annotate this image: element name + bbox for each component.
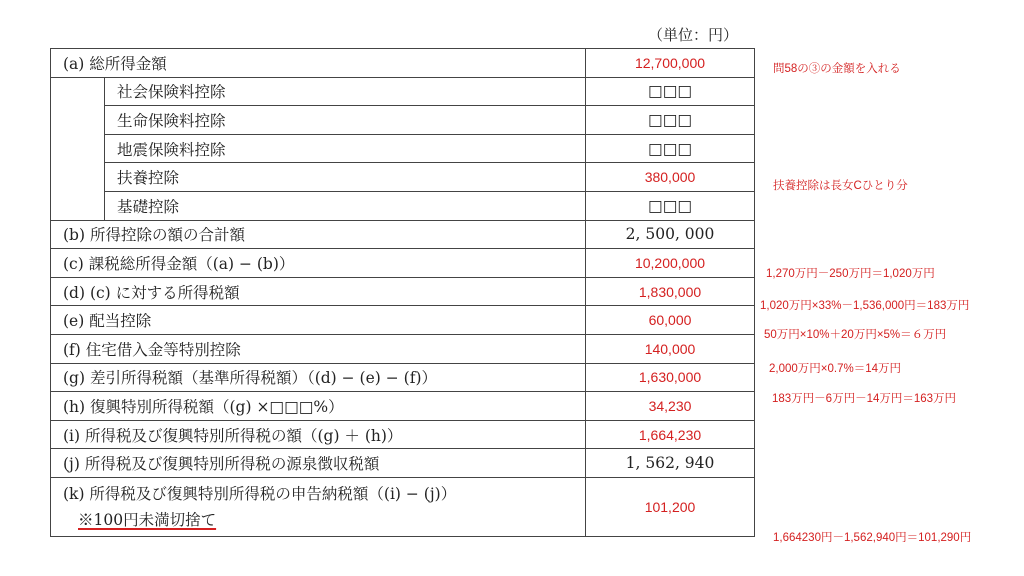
row-g-amount: 1,630,000	[586, 363, 755, 392]
row-d-amount: 1,830,000	[586, 277, 755, 306]
row-i-amount: 1,664,230	[586, 420, 755, 449]
unit-label: （単位：円）	[648, 26, 739, 44]
row-a-label: (a) 総所得金額	[51, 49, 586, 78]
row-e-amount: 60,000	[586, 306, 755, 335]
row-jishin	[51, 134, 755, 163]
row-j	[51, 449, 755, 478]
row-a-amount: 12,700,000	[586, 49, 755, 78]
note-g: 183万円－6万円－14万円＝163万円	[772, 393, 957, 405]
row-b	[51, 220, 755, 249]
row-e	[51, 306, 755, 335]
indent-spacer	[51, 191, 105, 220]
row-fuyou	[51, 163, 755, 192]
row-fuyou-amount: 380,000	[586, 163, 755, 192]
row-e-label: (e) 配当控除	[51, 306, 586, 335]
note-c: 1,270万円－250万円＝1,020万円	[766, 268, 935, 280]
note-e: 50万円×10%＋20万円×5%＝６万円	[764, 329, 947, 341]
note-d: 1,020万円×33%－1,536,000円＝183万円	[760, 300, 970, 312]
row-kiso	[51, 191, 755, 220]
row-d-label: (d) (c) に対する所得税額	[51, 277, 586, 306]
indent-spacer	[51, 77, 105, 106]
note-k: 1,664230円－1,562,940円＝101,290円	[773, 532, 972, 544]
row-j-label: (j) 所得税及び復興特別所得税の源泉徴収税額	[51, 449, 586, 478]
row-g-label: (g) 差引所得税額（基準所得税額）（(d) − (e) − (f)）	[51, 363, 586, 392]
row-jishin-amount: □□□	[586, 134, 755, 163]
row-seimei-amount: □□□	[586, 106, 755, 135]
row-f	[51, 334, 755, 363]
rounding-note: ※100円未満切捨て	[78, 510, 217, 529]
row-i	[51, 420, 755, 449]
note-f: 2,000万円×0.7%＝14万円	[769, 363, 901, 375]
indent-spacer	[51, 163, 105, 192]
row-seimei	[51, 106, 755, 135]
row-h	[51, 392, 755, 421]
row-a	[51, 49, 755, 78]
row-shakai-label: 社会保険料控除	[105, 77, 586, 106]
indent-spacer	[51, 134, 105, 163]
row-b-label: (b) 所得控除の額の合計額	[51, 220, 586, 249]
row-k	[51, 477, 755, 536]
row-k-label: (k) 所得税及び復興特別所得税の申告納税額（(i) − (j)）	[63, 484, 457, 503]
row-seimei-label: 生命保険料控除	[105, 106, 586, 135]
row-f-label: (f) 住宅借入金等特別控除	[51, 334, 586, 363]
row-b-amount: 2, 500, 000	[586, 220, 755, 249]
row-k-label-cell	[51, 477, 586, 536]
indent-spacer	[51, 106, 105, 135]
row-c-label: (c) 課税総所得金額（(a) − (b)）	[51, 249, 586, 278]
row-c	[51, 249, 755, 278]
row-kiso-amount: □□□	[586, 191, 755, 220]
row-d	[51, 277, 755, 306]
note-a: 問58の③の金額を入れる	[773, 63, 901, 75]
note-fuyou: 扶養控除は長女Cひとり分	[773, 180, 908, 192]
row-shakai-amount: □□□	[586, 77, 755, 106]
row-f-amount: 140,000	[586, 334, 755, 363]
row-g	[51, 363, 755, 392]
row-fuyou-label: 扶養控除	[105, 163, 586, 192]
row-k-amount: 101,200	[586, 477, 755, 536]
row-kiso-label: 基礎控除	[105, 191, 586, 220]
tax-calculation-table	[50, 48, 755, 537]
row-i-label: (i) 所得税及び復興特別所得税の額（(g) ＋ (h)）	[51, 420, 586, 449]
row-jishin-label: 地震保険料控除	[105, 134, 586, 163]
row-h-amount: 34,230	[586, 392, 755, 421]
row-j-amount: 1, 562, 940	[586, 449, 755, 478]
row-shakai	[51, 77, 755, 106]
row-h-label: (h) 復興特別所得税額（(g) ×□□□%）	[51, 392, 586, 421]
row-c-amount: 10,200,000	[586, 249, 755, 278]
